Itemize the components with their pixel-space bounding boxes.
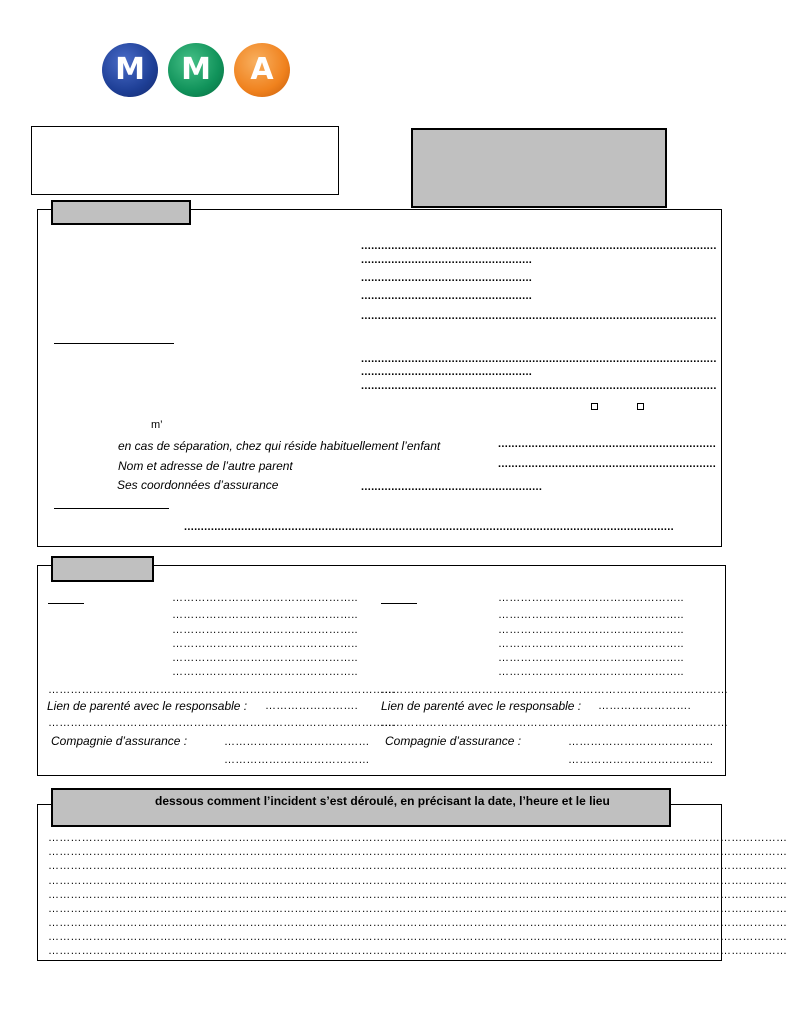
s2-left-dots-6[interactable]: ………………………………………….. — [172, 666, 358, 678]
s2-right-relation-label: Lien de parenté avec le responsable : — [381, 699, 582, 713]
header-right-box — [411, 128, 667, 208]
s1-dots-5[interactable]: .......................................................................................................... — [361, 310, 717, 322]
s3-line-4[interactable]: ……………………………………………………………………………………………………………………………………………………………………………… — [48, 875, 787, 887]
s2-left-company-dots-2[interactable]: ………………………………… — [224, 754, 370, 766]
s2-right-dots-1[interactable]: ………………………………………….. — [498, 592, 684, 604]
s2-left-relation-label: Lien de parenté avec le responsable : — [47, 699, 248, 713]
checkbox-1[interactable] — [591, 403, 598, 410]
insurance-label: Ses coordonnées d’assurance — [117, 478, 279, 492]
s2-right-dots-6[interactable]: ………………………………………….. — [498, 666, 684, 678]
s1-underline-2 — [54, 508, 169, 509]
s3-line-8[interactable]: ……………………………………………………………………………………………………………………………………………………………………………… — [48, 931, 787, 943]
s1-dots-2[interactable]: ................................................... — [361, 254, 533, 266]
s1-dots-bottom[interactable]: .................................................................................................................................................. — [184, 521, 674, 533]
insurance-dots[interactable]: ...................................................... — [361, 481, 543, 493]
logo-letter-m2: M — [168, 43, 224, 97]
s3-line-6[interactable]: ……………………………………………………………………………………………………………………………………………………………………………… — [48, 903, 787, 915]
s2-left-dots-4[interactable]: ………………………………………….. — [172, 638, 358, 650]
s2-left-full-dots-1[interactable]: ………………………………………………………………………………… — [48, 684, 396, 696]
other-parent-dots[interactable]: ................................................................. — [498, 458, 717, 470]
s1-underline-1 — [54, 343, 174, 344]
logo-letter-m1: M — [102, 43, 158, 97]
s2-left-dots-5[interactable]: ………………………………………….. — [172, 652, 358, 664]
s2-right-dots-5[interactable]: ………………………………………….. — [498, 652, 684, 664]
separation-label: en cas de séparation, chez qui réside habituellement l’enfant — [118, 439, 441, 453]
checkbox-2[interactable] — [637, 403, 644, 410]
s2-right-full-dots-1[interactable]: ………………………………………………………………………………… — [381, 684, 729, 696]
s1-mark-m: m’ — [151, 419, 163, 431]
s3-line-3[interactable]: ……………………………………………………………………………………………………………………………………………………………………………… — [48, 860, 787, 872]
s3-line-7[interactable]: ……………………………………………………………………………………………………………………………………………………………………………… — [48, 917, 787, 929]
section-1-tab — [51, 200, 191, 225]
s2-right-company-dots-2[interactable]: ………………………………… — [568, 754, 714, 766]
s2-right-relation-dots[interactable]: ……………………. — [598, 700, 691, 712]
s2-left-dots-1[interactable]: ………………………………………….. — [172, 592, 358, 604]
s1-dots-1[interactable]: .......................................................................................................... — [361, 240, 717, 252]
s2-right-company-label: Compagnie d’assurance : — [385, 734, 522, 748]
s2-left-underline — [48, 603, 84, 604]
s3-line-1[interactable]: ……………………………………………………………………………………………………………………………………………………………………………… — [48, 832, 787, 844]
header-left-box — [31, 126, 339, 195]
s1-dots-8[interactable]: .......................................................................................................... — [361, 380, 717, 392]
s3-line-5[interactable]: ……………………………………………………………………………………………………………………………………………………………………………… — [48, 889, 787, 901]
s1-dots-6[interactable]: .......................................................................................................... — [361, 353, 717, 365]
separation-dots[interactable]: ................................................................. — [498, 438, 717, 450]
s1-dots-3[interactable]: ................................................... — [361, 272, 533, 284]
s3-line-9[interactable]: ……………………………………………………………………………………………………………………………………………………………………………… — [48, 945, 787, 957]
s2-right-full-dots-2[interactable]: ………………………………………………………………………………… — [381, 717, 729, 729]
s2-left-company-label: Compagnie d’assurance : — [51, 734, 188, 748]
s2-left-dots-3[interactable]: ………………………………………….. — [172, 624, 358, 636]
section-2-tab — [51, 556, 154, 582]
s2-right-dots-2[interactable]: ………………………………………….. — [498, 609, 684, 621]
s2-right-dots-3[interactable]: ………………………………………….. — [498, 624, 684, 636]
logo-letter-a: A — [234, 43, 290, 97]
s2-right-company-dots-1[interactable]: ………………………………… — [568, 736, 714, 748]
s1-dots-4[interactable]: ................................................... — [361, 290, 533, 302]
s2-right-underline — [381, 603, 417, 604]
other-parent-label: Nom et adresse de l’autre parent — [118, 459, 293, 473]
s2-left-company-dots-1[interactable]: ………………………………… — [224, 736, 370, 748]
s3-line-2[interactable]: ……………………………………………………………………………………………………………………………………………………………………………… — [48, 846, 787, 858]
s1-dots-7[interactable]: ................................................... — [361, 366, 533, 378]
section-3-title: dessous comment l’incident s’est déroulé, en précisant la date, l’heure et le lieu — [155, 794, 610, 808]
s2-left-relation-dots[interactable]: ……………………. — [265, 700, 358, 712]
s2-right-dots-4[interactable]: ………………………………………….. — [498, 638, 684, 650]
s2-left-full-dots-2[interactable]: ………………………………………………………………………………… — [48, 717, 396, 729]
s2-left-dots-2[interactable]: ………………………………………….. — [172, 609, 358, 621]
